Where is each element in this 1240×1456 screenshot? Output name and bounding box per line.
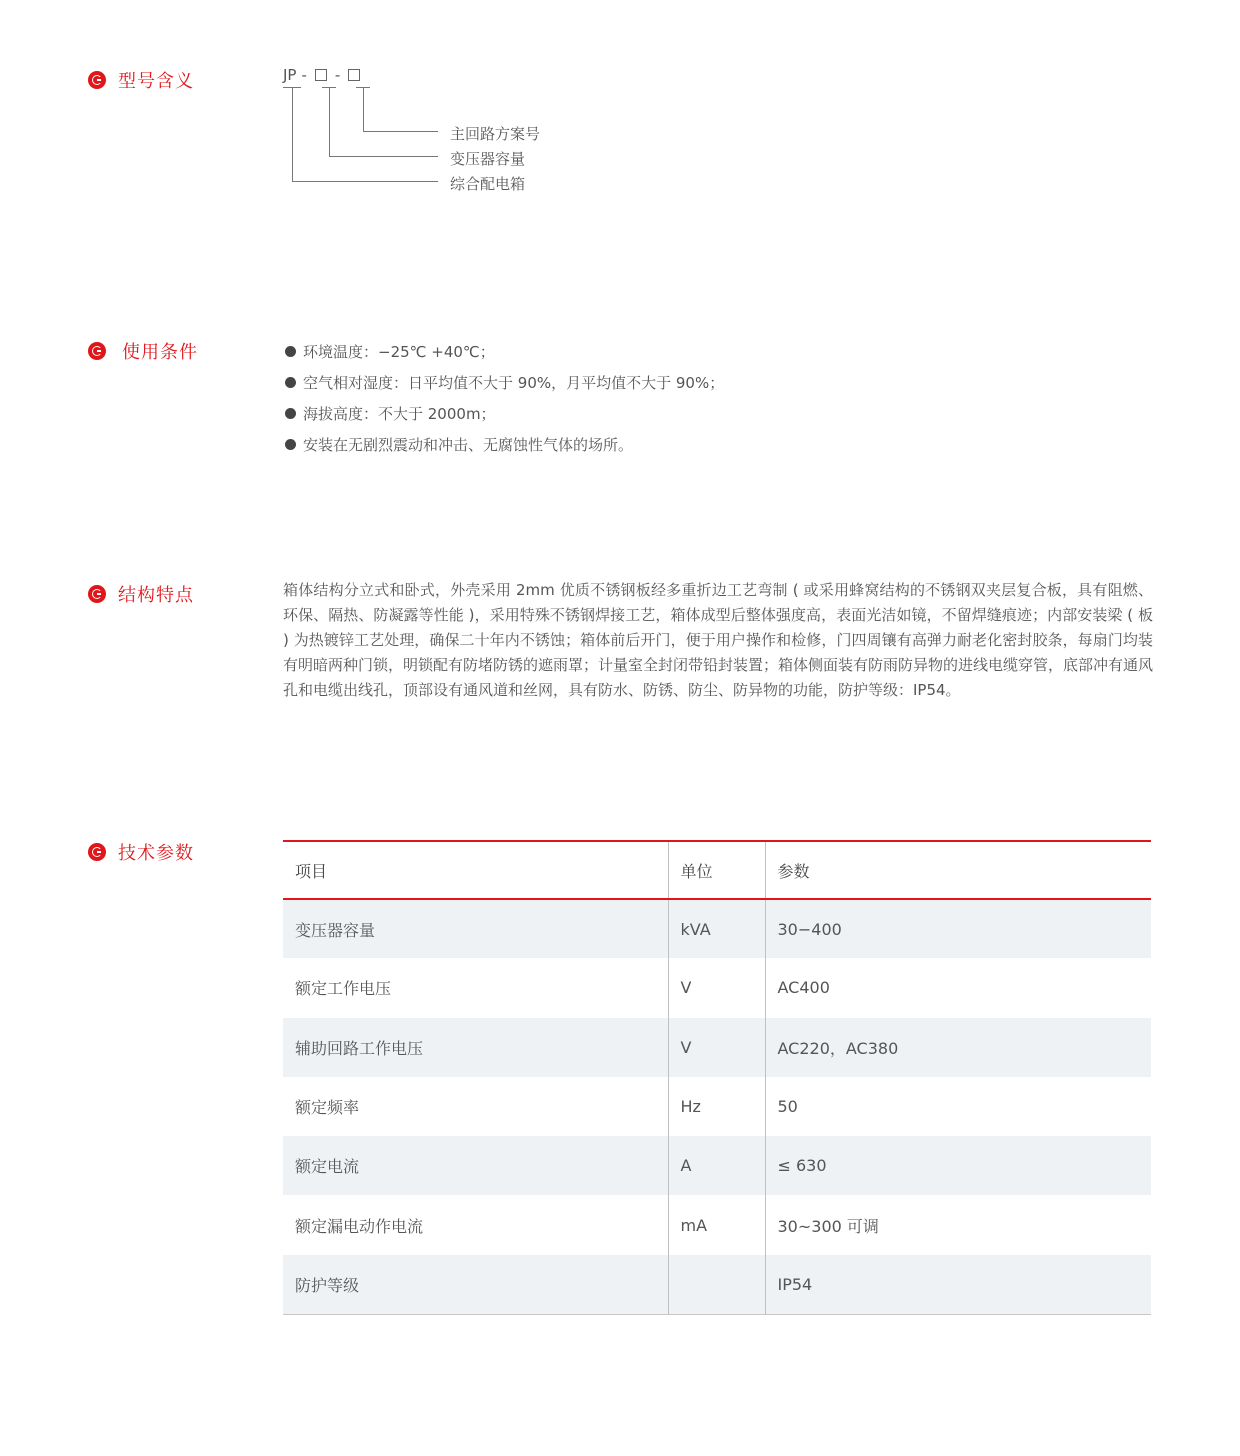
bullet-icon bbox=[285, 377, 296, 388]
table-row bbox=[283, 1255, 1151, 1314]
list-item bbox=[285, 398, 724, 429]
placeholder-box-capacity bbox=[315, 69, 327, 81]
placeholder-box-scheme bbox=[348, 69, 360, 81]
section-title-label: 使用条件 bbox=[122, 342, 198, 363]
cell-unit: V bbox=[668, 1018, 765, 1077]
structure-description: 箱体结构分立式和卧式，外壳采用 2mm 优质不锈钢板经多重折边工艺弯制 ( 或采用蜂窝结构的不锈钢双夹层复合板，具有阻燃、环保、隔热、防凝露等性能 )，采用特殊不锈钢焊接工艺，箱体成型后整体强度高，表面光洁如镜，不留焊缝痕迹；内部安装梁 ( 板 ) 为热镀锌工艺处理，确保二十年内不锈蚀；箱体前后开门，便于用户操作和检修，门四周镶有高弹力耐老化密封胶条，每扇门均装有明暗两种门锁，明锁配有防堵防锈的遮雨罩；计量室全封闭带铅封装置；箱体侧面装有防雨防异物的进线电缆穿管，底部冲有通风孔和电缆出线孔，顶部设有通风道和丝网，具有防水、防锈、防尘、防异物的功能，防护等级：IP54。 bbox=[283, 581, 1154, 699]
bullet-icon bbox=[285, 439, 296, 450]
conditions-list bbox=[285, 336, 724, 460]
condition-text: 环境温度：−25℃ +40℃； bbox=[303, 342, 495, 361]
leader-line-capacity bbox=[329, 87, 330, 157]
cell-item: 额定电流 bbox=[295, 1157, 360, 1177]
column-header-unit: 单位 bbox=[668, 841, 765, 899]
column-header-param: 参数 bbox=[765, 841, 1151, 899]
condition-text: 安装在无剧烈震动和冲击、无腐蚀性气体的场所。 bbox=[303, 435, 634, 454]
leader-line-scheme bbox=[363, 87, 364, 132]
cell-param: 50 bbox=[765, 1077, 1151, 1136]
table-row bbox=[283, 958, 1151, 1017]
section-title-structure bbox=[88, 581, 194, 607]
model-separator: - bbox=[334, 66, 341, 84]
cell-param: AC220，AC380 bbox=[765, 1018, 1151, 1077]
leader-line-prefix bbox=[292, 87, 293, 182]
table-row bbox=[283, 1136, 1151, 1195]
cell-item: 防护等级 bbox=[295, 1275, 360, 1295]
model-prefix: JP bbox=[283, 66, 297, 84]
leader-line-prefix bbox=[292, 181, 438, 182]
g-badge-icon bbox=[88, 585, 106, 603]
cell-item: 辅助回路工作电压 bbox=[295, 1038, 424, 1058]
list-item bbox=[285, 367, 724, 398]
legend-label-type: 综合配电箱 bbox=[450, 175, 526, 193]
cell-item: 额定频率 bbox=[295, 1098, 360, 1118]
legend-label-capacity: 变压器容量 bbox=[450, 150, 526, 168]
section-title-label: 技术参数 bbox=[118, 843, 194, 864]
legend-label-scheme: 主回路方案号 bbox=[450, 125, 541, 143]
cell-unit: A bbox=[668, 1136, 765, 1195]
section-title-label: 型号含义 bbox=[118, 71, 194, 92]
model-code bbox=[283, 66, 363, 84]
cell-item: 额定漏电动作电流 bbox=[295, 1216, 424, 1236]
cell-unit: kVA bbox=[668, 899, 765, 958]
table-row bbox=[283, 1077, 1151, 1136]
bullet-icon bbox=[285, 408, 296, 419]
table-row bbox=[283, 899, 1151, 958]
technical-parameters-table bbox=[283, 840, 1151, 1315]
table-header-row bbox=[283, 841, 1151, 899]
table-row bbox=[283, 1195, 1151, 1254]
model-separator: - bbox=[301, 66, 307, 84]
g-badge-icon bbox=[88, 843, 106, 861]
condition-text: 海拔高度：不大于 2000m； bbox=[303, 404, 496, 423]
cell-unit: mA bbox=[668, 1195, 765, 1254]
g-badge-icon bbox=[88, 342, 106, 360]
cell-item: 额定工作电压 bbox=[295, 979, 392, 999]
column-header-item: 项目 bbox=[295, 861, 328, 881]
cell-item: 变压器容量 bbox=[295, 920, 376, 940]
cell-unit: Hz bbox=[668, 1077, 765, 1136]
cell-param: AC400 bbox=[765, 958, 1151, 1017]
leader-line-scheme bbox=[363, 131, 438, 132]
bullet-icon bbox=[285, 346, 296, 357]
cell-param: 30−400 bbox=[765, 899, 1151, 958]
g-badge-icon bbox=[88, 71, 106, 89]
cell-param: 30~300 可调 bbox=[765, 1195, 1151, 1254]
condition-text: 空气相对湿度：日平均值不大于 90%，月平均值不大于 90%； bbox=[303, 373, 725, 392]
list-item bbox=[285, 429, 724, 460]
list-item bbox=[285, 336, 724, 367]
leader-line-capacity bbox=[329, 156, 438, 157]
cell-unit: V bbox=[668, 958, 765, 1017]
section-title-params bbox=[88, 839, 194, 865]
table-row bbox=[283, 1018, 1151, 1077]
section-title-label: 结构特点 bbox=[118, 585, 194, 606]
cell-param: IP54 bbox=[765, 1255, 1151, 1314]
section-title-model bbox=[88, 67, 194, 93]
cell-param: ≤ 630 bbox=[765, 1136, 1151, 1195]
section-title-conditions bbox=[88, 338, 198, 364]
cell-unit bbox=[668, 1255, 765, 1314]
